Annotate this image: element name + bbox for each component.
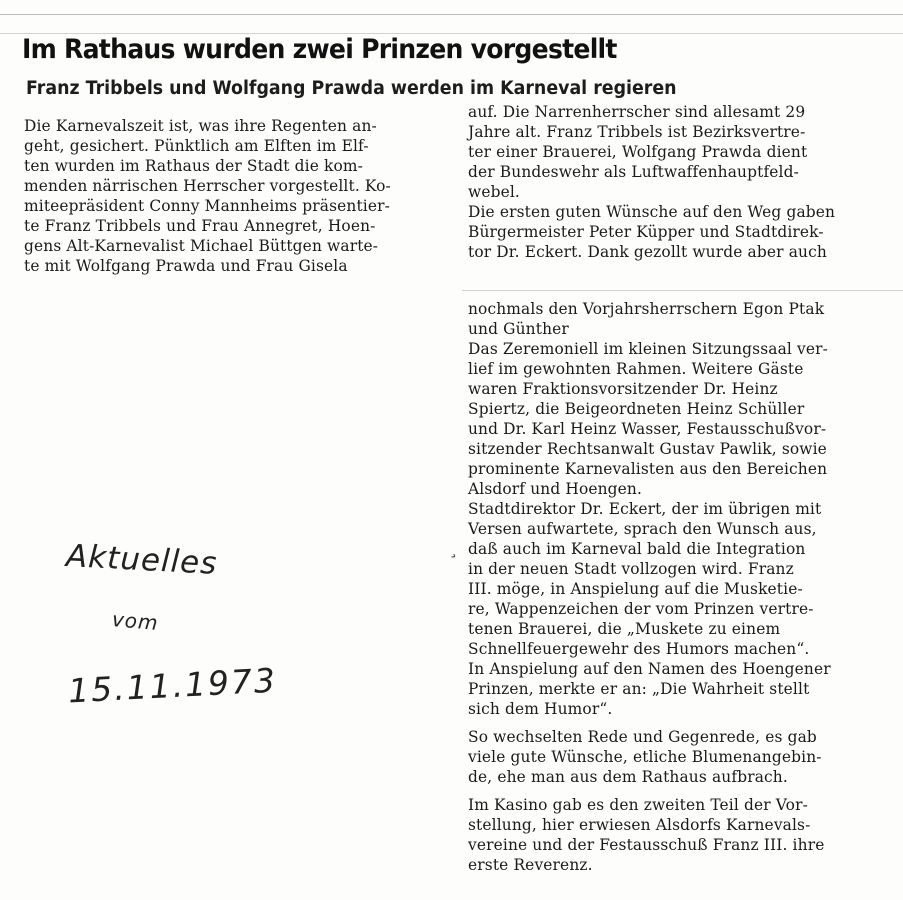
article-line: tor Dr. Eckert. Dank gezollt wurde aber auch (468, 243, 827, 261)
article-line: Schnellfeuergewehr des Humors machen“. (468, 640, 810, 658)
article-line: waren Fraktionsvorsitzender Dr. Heinz (468, 380, 778, 398)
article-line: viele gute Wünsche, etliche Blumenangebin- (468, 748, 822, 766)
article-line: Das Zeremoniell im kleinen Sitzungssaal ver- (468, 340, 828, 358)
article-line: Die ersten guten Wünsche auf den Weg gaben (468, 203, 836, 221)
article-line: In Anspielung auf den Namen des Hoengener (468, 660, 831, 678)
article-line: der Bundeswehr als Luftwaffenhauptfeld- (468, 163, 799, 181)
article-line: te mit Wolfgang Prawda und Frau Gisela (24, 257, 348, 275)
article-line: stellung, hier erwiesen Alsdorfs Karnevals- (468, 816, 811, 834)
article-line: in der neuen Stadt vollzogen wird. Franz (468, 560, 794, 578)
article-line: tenen Brauerei, die „Muskete zu einem (468, 620, 781, 638)
article-column-right-bottom (468, 299, 888, 875)
article-line: vereine und der Festausschuß Franz III. ihre (468, 836, 825, 854)
article-line: gens Alt-Karnevalist Michael Büttgen warte- (24, 237, 379, 255)
article-line: Alsdorf und Hoengen. (468, 480, 643, 498)
handwritten-note-title: Aktuelles (65, 538, 219, 582)
clipping-top-edge (0, 14, 903, 15)
article-line: daß auch im Karneval bald die Integration (468, 540, 806, 558)
article-line: und Dr. Karl Heinz Wasser, Festausschußvor- (468, 420, 827, 438)
handwritten-note-date: 15.11.1973 (67, 660, 278, 711)
article-line: ten wurden im Rathaus der Stadt die kom- (24, 157, 364, 175)
margin-mark: ¸ (449, 538, 458, 559)
article-line: geht, gesichert. Pünktlich am Elften im Elf- (24, 137, 369, 155)
article-line: te Franz Tribbels und Frau Annegret, Hoen- (24, 217, 376, 235)
article-line: Im Kasino gab es den zweiten Teil der Vor- (468, 796, 808, 814)
article-line: nochmals den Vorjahrsherrschern Egon Ptak (468, 300, 825, 318)
article-line: auf. Die Narrenherrscher sind allesamt 29 (468, 103, 806, 121)
article-line: menden närrischen Herrscher vorgestellt. Ko- (24, 177, 391, 195)
article-line: prominente Karnevalisten aus den Bereichen (468, 460, 828, 478)
column-cut-line (462, 290, 903, 291)
article-line: Jahre alt. Franz Tribbels ist Bezirksvertre- (468, 123, 806, 141)
article-column-right-top (468, 102, 888, 262)
article-headline: Im Rathaus wurden zwei Prinzen vorgestellt (22, 34, 617, 65)
article-column-left (24, 116, 456, 276)
article-line: und Günther (468, 320, 569, 338)
article-line: erste Reverenz. (468, 856, 593, 874)
article-line: Stadtdirektor Dr. Eckert, der im übrigen mit (468, 500, 822, 518)
article-line: re, Wappenzeichen der vom Prinzen vertre- (468, 600, 814, 618)
article-line: lief im gewohnten Rahmen. Weitere Gäste (468, 360, 804, 378)
article-line: de, ehe man aus dem Rathaus aufbrach. (468, 768, 788, 786)
article-line: Versen aufwartete, sprach den Wunsch aus, (468, 520, 817, 538)
article-line: III. möge, in Anspielung auf die Musketie- (468, 580, 803, 598)
article-line: So wechselten Rede und Gegenrede, es gab (468, 728, 817, 746)
article-line: Bürgermeister Peter Küpper und Stadtdirek- (468, 223, 824, 241)
article-subheadline: Franz Tribbels und Wolfgang Prawda werden im Karneval regieren (26, 78, 677, 99)
handwritten-note-vom: vom (111, 607, 160, 635)
article-line: sitzender Rechtsanwalt Gustav Pawlik, sowie (468, 440, 827, 458)
paragraph-gap (468, 719, 888, 727)
article-line: webel. (468, 183, 520, 201)
article-line: ter einer Brauerei, Wolfgang Prawda dient (468, 143, 808, 161)
article-line: Prinzen, merkte er an: „Die Wahrheit stellt (468, 680, 810, 698)
article-line: Spiertz, die Beigeordneten Heinz Schüller (468, 400, 805, 418)
paragraph-gap (468, 787, 888, 795)
article-line: miteepräsident Conny Mannheims präsentier- (24, 197, 390, 215)
article-line: sich dem Humor“. (468, 700, 613, 718)
article-line: Die Karnevalszeit ist, was ihre Regenten an- (24, 117, 377, 135)
